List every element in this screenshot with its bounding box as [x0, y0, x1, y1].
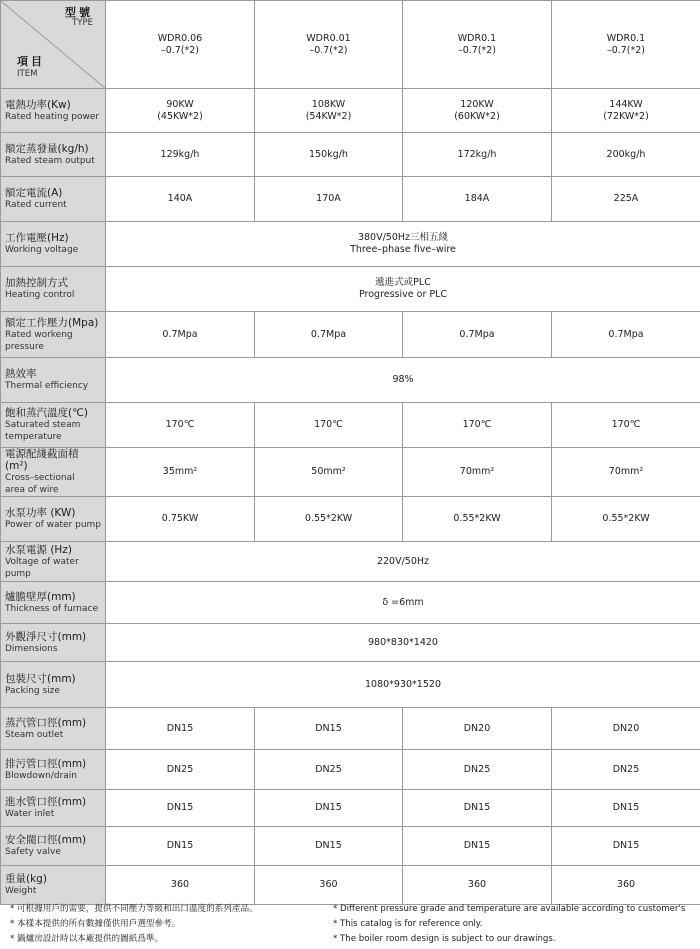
row-label-zh: 電源配綫截面積(m²) [5, 448, 79, 472]
value-text: 140A [167, 193, 193, 204]
shared-value-text: δ =6mm [382, 596, 424, 608]
value-text: DN15 [315, 840, 342, 851]
spec-row [1, 790, 700, 827]
model-header-cell [255, 1, 403, 89]
header-item [17, 56, 45, 80]
value-cell [255, 497, 403, 542]
value-cell [552, 403, 700, 448]
row-label-en: Water inlet [5, 809, 55, 819]
row-label-cell [1, 582, 106, 624]
spec-row [1, 358, 700, 403]
header-type-zh: 型號 [65, 6, 93, 19]
header-type [65, 7, 93, 29]
value-cell [403, 403, 552, 448]
value-cell [106, 866, 255, 905]
value-text: 120KW [460, 98, 494, 110]
row-label-zh: 包裝尺寸(mm) [5, 672, 76, 685]
row-label-zh: 蒸汽管口徑(mm) [5, 716, 87, 729]
row-label-cell [1, 662, 106, 708]
value-text: 170℃ [611, 419, 641, 430]
footnote-en: * The boiler room design is subject to our drawings. [333, 934, 556, 944]
value-cell [403, 750, 552, 790]
header-row [1, 1, 700, 89]
row-label-cell [1, 750, 106, 790]
shared-value-text: Three–phase five–wire [350, 244, 456, 255]
spec-row [1, 750, 700, 790]
row-label-en: Power of water pump [5, 520, 102, 530]
row-label-cell [1, 312, 106, 358]
row-label-zh: 額定蒸發量(kg/h) [5, 142, 89, 155]
row-label-en: Rated steam output [5, 155, 95, 166]
value-cell [255, 448, 403, 497]
value-cell [403, 497, 552, 542]
footnotes-zh [10, 902, 330, 947]
row-label-en: Thermal efficiency [5, 381, 89, 391]
value-text: 184A [464, 193, 490, 204]
spec-row [1, 133, 700, 177]
value-text: 50mm² [311, 466, 346, 477]
value-cell [552, 133, 700, 177]
value-cell [552, 312, 700, 358]
value-text: 170A [316, 193, 341, 204]
shared-value-text: 1080*930*1520 [365, 678, 441, 690]
model-name: WDR0.06 [157, 32, 203, 44]
spec-row [1, 624, 700, 662]
value-text: 170℃ [165, 419, 195, 430]
value-text: 0.7Mpa [162, 328, 198, 340]
value-cell [106, 177, 255, 222]
value-cell [255, 403, 403, 448]
row-label-cell [1, 177, 106, 222]
row-label-cell [1, 624, 106, 662]
value-cell [403, 133, 552, 177]
shared-value-cell [106, 624, 700, 662]
value-cell [106, 790, 255, 827]
value-cell [552, 497, 700, 542]
row-label-cell [1, 89, 106, 133]
model-name: WDR0.1 [457, 32, 497, 44]
row-label-en: Packing size [5, 685, 60, 696]
spec-row [1, 267, 700, 312]
row-label-zh: 排污管口徑(mm) [5, 757, 87, 770]
model-name: WDR0.01 [306, 32, 351, 44]
row-label-en: Safety valve [5, 847, 61, 857]
spec-row [1, 403, 700, 448]
shared-value-cell [106, 662, 700, 708]
value-cell [106, 827, 255, 866]
value-text: (72KW*2) [603, 110, 649, 122]
value-text: 170℃ [314, 419, 343, 430]
shared-value-cell [106, 542, 700, 582]
spec-row [1, 827, 700, 866]
value-cell [106, 708, 255, 750]
value-cell [403, 866, 552, 905]
row-label-cell [1, 866, 106, 905]
row-label-cell [1, 133, 106, 177]
shared-value-cell [106, 267, 700, 312]
value-cell [255, 750, 403, 790]
row-label-zh: 水泵電源 (Hz) [5, 543, 72, 556]
value-text: 0.75KW [161, 513, 199, 524]
spec-row [1, 542, 700, 582]
spec-row [1, 448, 700, 497]
value-text: 0.7Mpa [608, 328, 644, 340]
value-cell [552, 177, 700, 222]
spec-row [1, 312, 700, 358]
shared-value-cell [106, 582, 700, 624]
value-text: 0.55*2KW [304, 513, 353, 524]
row-label-zh: 安全閥口徑(mm) [5, 834, 87, 846]
shared-value-text: 980*830*1420 [368, 636, 438, 648]
row-label-en: Saturated steam [5, 420, 81, 430]
row-label-zh: 進水管口徑(mm) [5, 796, 87, 808]
value-text: 70mm² [608, 466, 644, 477]
footnote-en: * Different pressure grade and temperature are available according to customer's [333, 904, 686, 914]
value-cell [255, 177, 403, 222]
value-text: DN25 [166, 763, 194, 775]
row-label-cell [1, 827, 106, 866]
value-text: DN25 [612, 763, 640, 775]
value-cell [255, 133, 403, 177]
value-cell [255, 89, 403, 133]
shared-value-text: 380V/50Hz三相五綫 [357, 232, 449, 243]
value-text: DN15 [315, 802, 342, 813]
footnotes-en [333, 902, 700, 947]
value-cell [552, 448, 700, 497]
row-label-zh: 電熱功率(Kw) [5, 98, 71, 111]
value-text: (60KW*2) [454, 110, 500, 122]
row-label-zh: 額定電流(A) [5, 187, 63, 199]
row-label-zh: 飽和蒸汽溫度(℃) [5, 407, 88, 419]
footnote-zh: * 鍋爐房設計時以本廠提供的圖紙爲準。 [10, 934, 164, 944]
header-item-zh: 項目 [17, 55, 45, 68]
value-text: 0.7Mpa [310, 328, 347, 340]
value-cell [106, 448, 255, 497]
value-cell [403, 708, 552, 750]
row-label-cell [1, 708, 106, 750]
model-pressure: –0.7(*2) [160, 44, 200, 56]
value-cell [106, 89, 255, 133]
footnote-zh: * 本樣本提供的所有數據僅供用戶選型參考。 [10, 919, 181, 929]
footnotes [0, 902, 700, 949]
row-label-en: Working voltage [5, 245, 79, 255]
row-label-en: Dimensions [5, 643, 58, 654]
row-label-en: Blowdown/drain [5, 770, 77, 781]
value-text: DN15 [612, 802, 640, 813]
value-text: 225A [613, 193, 639, 204]
value-text: 150kg/h [309, 148, 348, 160]
value-cell [255, 708, 403, 750]
shared-value-cell [106, 358, 700, 403]
value-text: 0.55*2KW [602, 513, 650, 524]
shared-value-text: 220V/50Hz [376, 555, 430, 567]
value-text: DN20 [463, 722, 491, 734]
model-name: WDR0.1 [606, 32, 646, 44]
value-cell [403, 790, 552, 827]
spec-row [1, 222, 700, 267]
row-label-cell [1, 448, 106, 497]
value-text: DN15 [315, 722, 342, 734]
row-label-zh: 水泵功率 (KW) [5, 507, 76, 519]
row-label-en: Rated current [5, 200, 67, 210]
value-cell [552, 708, 700, 750]
value-cell [106, 750, 255, 790]
spec-row [1, 582, 700, 624]
row-label-en: Voltage of water pump [5, 556, 79, 579]
value-text: 0.55*2KW [453, 513, 501, 524]
value-text: 170℃ [462, 419, 492, 430]
value-cell [106, 403, 255, 448]
row-label-cell [1, 222, 106, 267]
value-cell [255, 790, 403, 827]
shared-value-text: Progressive or PLC [358, 289, 448, 300]
spec-row [1, 497, 700, 542]
value-text: 129kg/h [160, 148, 200, 160]
row-label-zh: 外觀淨尺寸(mm) [5, 630, 87, 643]
value-text: (45KW*2) [157, 110, 203, 122]
value-cell [106, 133, 255, 177]
value-cell [552, 89, 700, 133]
row-label-en: Rated heating power [5, 111, 100, 122]
shared-value-text: 遞進式或PLC [375, 277, 431, 288]
value-text: DN15 [463, 840, 491, 851]
value-text: 200kg/h [606, 148, 646, 160]
row-label-zh: 爐膽壁厚(mm) [5, 590, 76, 603]
value-cell [403, 312, 552, 358]
value-text: DN15 [463, 802, 491, 813]
value-cell [552, 790, 700, 827]
value-text: DN15 [166, 802, 194, 813]
shared-value-text: 98% [392, 374, 414, 385]
value-text: DN15 [166, 840, 194, 851]
row-label-cell [1, 542, 106, 582]
row-label-cell [1, 267, 106, 312]
row-label-en: area of wire [5, 485, 59, 495]
value-text: DN20 [612, 722, 640, 734]
value-cell [552, 866, 700, 905]
row-label-zh: 重量(kg) [5, 873, 47, 885]
row-label-zh: 額定工作壓力(Mpa) [5, 316, 99, 329]
row-label-zh: 工作電壓(Hz) [5, 232, 69, 244]
spec-row [1, 708, 700, 750]
shared-value-cell [106, 222, 700, 267]
value-text: 70mm² [459, 466, 495, 477]
row-label-en: Heating control [5, 290, 75, 300]
value-cell [403, 448, 552, 497]
value-cell [403, 827, 552, 866]
model-header-cell [106, 1, 255, 89]
model-pressure: –0.7(*2) [309, 44, 348, 56]
spec-row [1, 662, 700, 708]
model-header-cell [552, 1, 700, 89]
footnote-zh: * 可根據用戶的需要，提供不同壓力等級和出口溫度的系列產品。 [10, 904, 258, 914]
spec-row [1, 89, 700, 133]
value-text: 172kg/h [457, 148, 497, 160]
value-cell [403, 89, 552, 133]
model-pressure: –0.7(*2) [457, 44, 497, 56]
value-cell [255, 866, 403, 905]
value-cell [403, 177, 552, 222]
row-label-en: Cross–sectional [5, 473, 75, 483]
row-label-en: pressure [5, 341, 44, 352]
spec-row [1, 866, 700, 905]
header-corner-cell [1, 1, 106, 89]
value-text: 0.7Mpa [459, 328, 495, 340]
row-label-zh: 加熱控制方式 [5, 277, 68, 289]
value-text: 360 [467, 879, 487, 890]
value-text: 108KW [311, 98, 346, 110]
header-type-en: TYPE [72, 18, 93, 28]
row-label-en: Rated workeng [5, 329, 73, 340]
model-header-cell [403, 1, 552, 89]
value-text: (54KW*2) [305, 110, 352, 122]
value-text: 360 [170, 879, 190, 890]
spec-row [1, 177, 700, 222]
value-cell [255, 827, 403, 866]
footnote-en: * This catalog is for reference only. [333, 919, 483, 929]
header-item-en: ITEM [17, 69, 38, 79]
value-text: DN15 [166, 722, 194, 734]
value-cell [106, 312, 255, 358]
row-label-cell [1, 403, 106, 448]
row-label-en: Thickness of furnace [5, 603, 98, 614]
value-cell [552, 827, 700, 866]
row-label-en: Weight [5, 886, 37, 896]
value-text: DN15 [612, 840, 640, 851]
model-pressure: –0.7(*2) [606, 44, 646, 56]
row-label-cell [1, 790, 106, 827]
value-text: 360 [616, 879, 636, 890]
value-cell [255, 312, 403, 358]
value-cell [552, 750, 700, 790]
value-text: 90KW [166, 98, 194, 110]
value-text: 35mm² [162, 466, 198, 477]
row-label-en: Steam outlet [5, 729, 64, 740]
row-label-cell [1, 358, 106, 403]
row-label-cell [1, 497, 106, 542]
value-cell [106, 497, 255, 542]
row-label-en: temperature [5, 432, 62, 442]
value-text: 360 [319, 879, 338, 890]
value-text: 144KW [609, 98, 643, 110]
value-text: DN25 [463, 763, 491, 775]
value-text: DN25 [315, 763, 342, 775]
row-label-zh: 熱效率 [5, 368, 37, 380]
